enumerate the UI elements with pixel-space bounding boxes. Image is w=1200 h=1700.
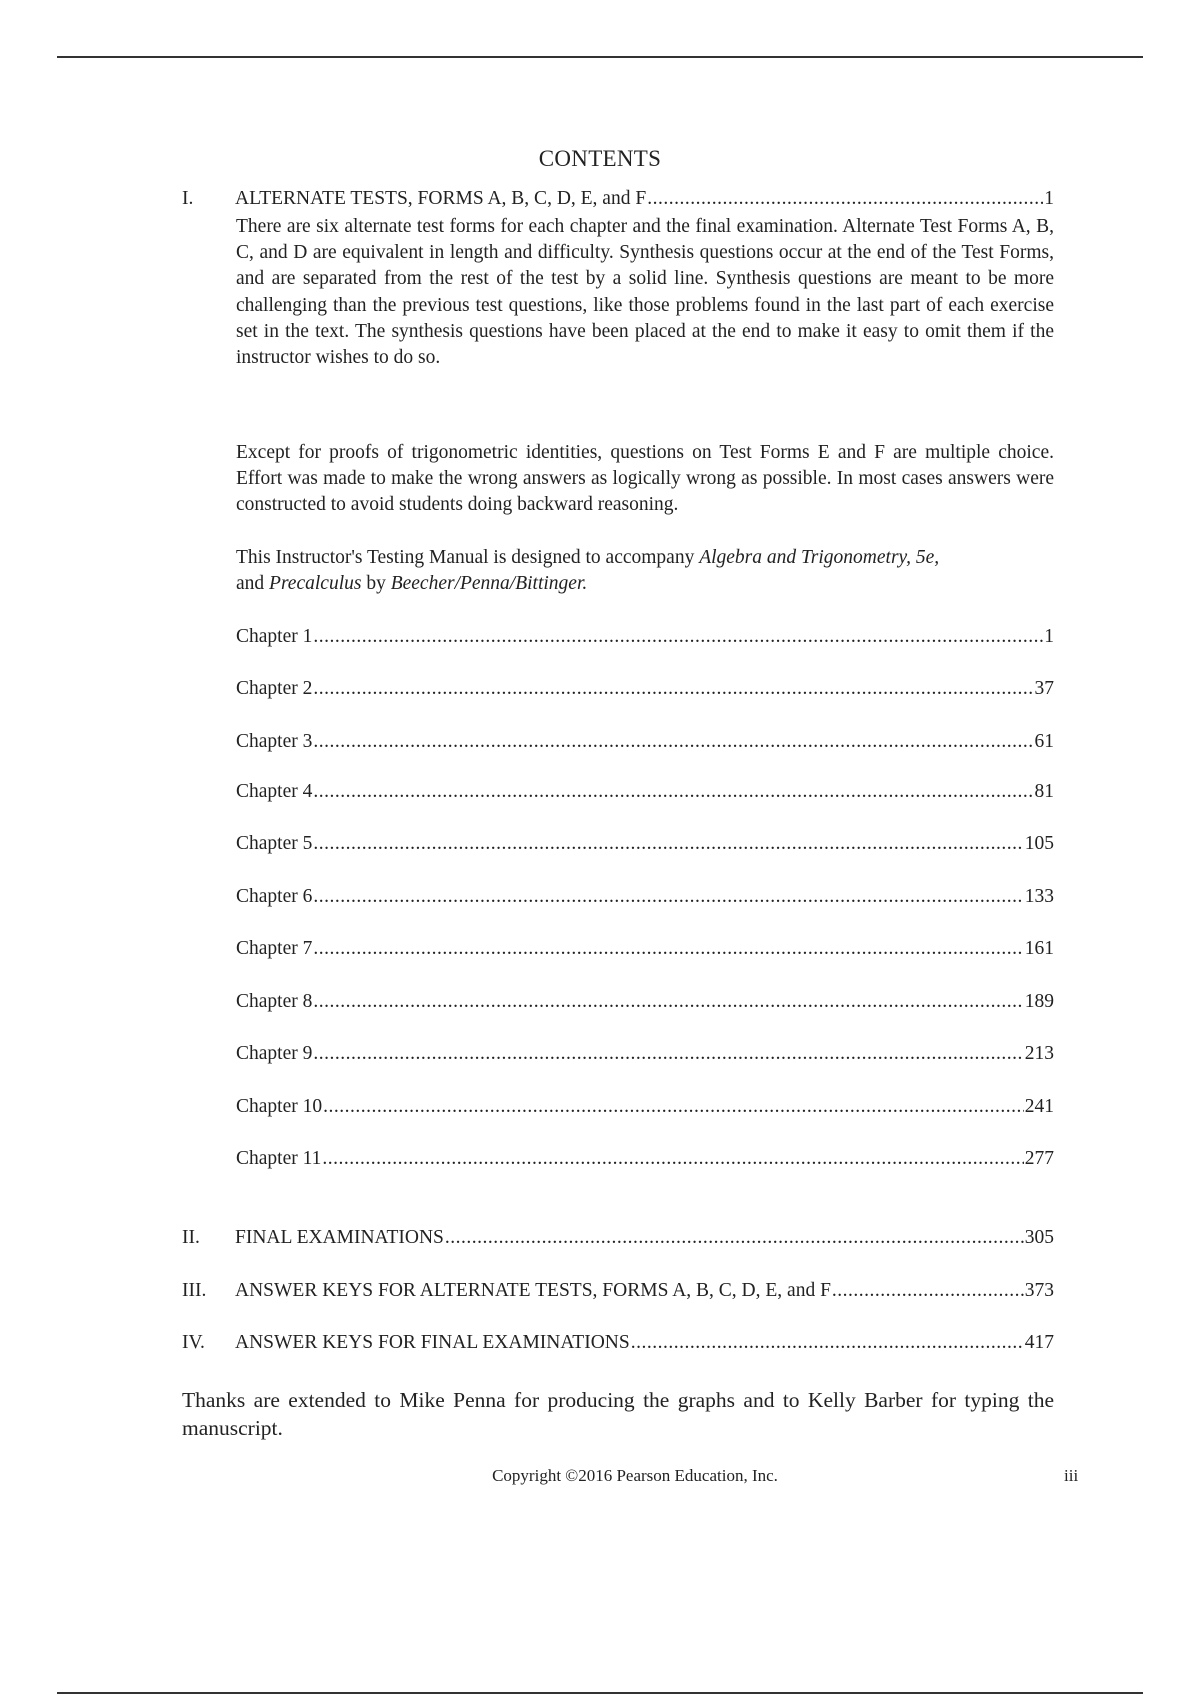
section-page: 373 xyxy=(1024,1280,1054,1301)
chapter-label: Chapter 5 xyxy=(236,833,313,854)
dot-leader xyxy=(631,1332,1024,1354)
section-number: I. xyxy=(182,188,194,209)
dot-leader xyxy=(313,731,1033,753)
bottom-rule xyxy=(57,1692,1143,1694)
chapter-label: Chapter 7 xyxy=(236,938,313,959)
toc-chapter-3 xyxy=(236,731,1054,753)
toc-entry xyxy=(235,1332,1054,1354)
section-label: ANSWER KEYS FOR FINAL EXAMINATIONS xyxy=(235,1332,630,1353)
dot-leader xyxy=(313,1043,1023,1065)
chapter-page: 161 xyxy=(1024,938,1054,959)
dot-leader xyxy=(313,886,1023,908)
accompany-paragraph: This Instructor's Testing Manual is designed to accompany Algebra and Trigonometry, 5e, and Precalculus by Beecher/Penna/Bittinger. xyxy=(236,547,940,595)
chapter-page: 241 xyxy=(1024,1096,1054,1117)
section-number: III. xyxy=(182,1280,207,1301)
chapter-label: Chapter 9 xyxy=(236,1043,313,1064)
dot-leader xyxy=(322,1148,1023,1170)
section-page: 305 xyxy=(1024,1227,1054,1248)
toc-entry xyxy=(235,188,1054,210)
dot-leader xyxy=(313,781,1033,803)
intro-paragraph: There are six alternate test forms for each chapter and the final examination. Alternate Test Forms A, B, C, and D are equivalent in length and difficulty. Synthesis questions occur at the end of the Test Forms, and are separated from the rest of the test by a solid line. Synthesis questions are meant to be more challenging than the previous test questions, like those problems found in the last part of each exercise set in the text. The synthesis questions have been placed at the end to make it easy to omit them if the instructor wishes to do so. xyxy=(236,216,1054,369)
dot-leader xyxy=(313,833,1023,855)
page-number: iii xyxy=(1064,1466,1079,1485)
toc-chapter-7 xyxy=(236,938,1054,960)
section-page: 1 xyxy=(1044,188,1054,209)
dot-leader xyxy=(323,1096,1024,1118)
dot-leader xyxy=(313,678,1033,700)
toc-chapter-8 xyxy=(236,991,1054,1013)
dot-leader xyxy=(313,626,1043,648)
toc-chapter-9 xyxy=(236,1043,1054,1065)
toc-entry xyxy=(235,1227,1054,1249)
book-title-2: Precalculus xyxy=(269,573,362,595)
section-number: IV. xyxy=(182,1332,205,1353)
dot-leader xyxy=(647,188,1043,210)
toc-chapter-11 xyxy=(236,1148,1054,1170)
acknowledgements: Thanks are extended to Mike Penna for producing the graphs and to Kelly Barber for typing the manuscript. xyxy=(182,1388,1054,1440)
page-title: CONTENTS xyxy=(538,146,662,171)
dot-leader xyxy=(445,1227,1024,1249)
copyright-notice: Copyright ©2016 Pearson Education, Inc. xyxy=(492,1466,778,1485)
chapter-label: Chapter 10 xyxy=(236,1096,323,1117)
chapter-label: Chapter 6 xyxy=(236,886,313,907)
section-label: FINAL EXAMINATIONS xyxy=(235,1227,444,1248)
chapter-page: 133 xyxy=(1024,886,1054,907)
chapter-page: 213 xyxy=(1024,1043,1054,1064)
toc-chapter-6 xyxy=(236,886,1054,908)
toc-entry xyxy=(235,1280,1054,1302)
chapter-label: Chapter 1 xyxy=(236,626,313,647)
chapter-label: Chapter 11 xyxy=(236,1148,322,1169)
dot-leader xyxy=(313,991,1023,1013)
chapter-label: Chapter 8 xyxy=(236,991,313,1012)
chapter-page: 61 xyxy=(1034,731,1054,752)
section-label: ANSWER KEYS FOR ALTERNATE TESTS, FORMS A, B, C, D, E, and F xyxy=(235,1280,831,1301)
chapter-label: Chapter 3 xyxy=(236,731,313,752)
chapter-page: 277 xyxy=(1024,1148,1054,1169)
toc-chapter-1 xyxy=(236,626,1054,648)
chapter-page: 37 xyxy=(1034,678,1054,699)
chapter-page: 105 xyxy=(1024,833,1054,854)
book-title-1: Algebra and Trigonometry, 5e, xyxy=(699,547,940,568)
authors: Beecher/Penna/Bittinger. xyxy=(390,573,588,595)
chapter-page: 189 xyxy=(1024,991,1054,1012)
multiple-choice-paragraph: Except for proofs of trigonometric identities, questions on Test Forms E and F are multiple choice. Effort was made to make the wrong answers as logically wrong as possible. In most cases answers were constructed to avoid students doing backward reasoning. xyxy=(236,442,1054,516)
dot-leader xyxy=(313,938,1023,960)
dot-leader xyxy=(832,1280,1024,1302)
section-page: 417 xyxy=(1024,1332,1054,1353)
toc-chapter-5 xyxy=(236,833,1054,855)
section-number: II. xyxy=(182,1227,200,1248)
section-label: ALTERNATE TESTS, FORMS A, B, C, D, E, and F xyxy=(235,188,647,209)
chapter-label: Chapter 4 xyxy=(236,781,313,802)
toc-chapter-4 xyxy=(236,781,1054,803)
chapter-label: Chapter 2 xyxy=(236,678,313,699)
chapter-page: 1 xyxy=(1044,626,1054,647)
toc-chapter-10 xyxy=(236,1096,1054,1118)
chapter-page: 81 xyxy=(1034,781,1054,802)
toc-chapter-2 xyxy=(236,678,1054,700)
